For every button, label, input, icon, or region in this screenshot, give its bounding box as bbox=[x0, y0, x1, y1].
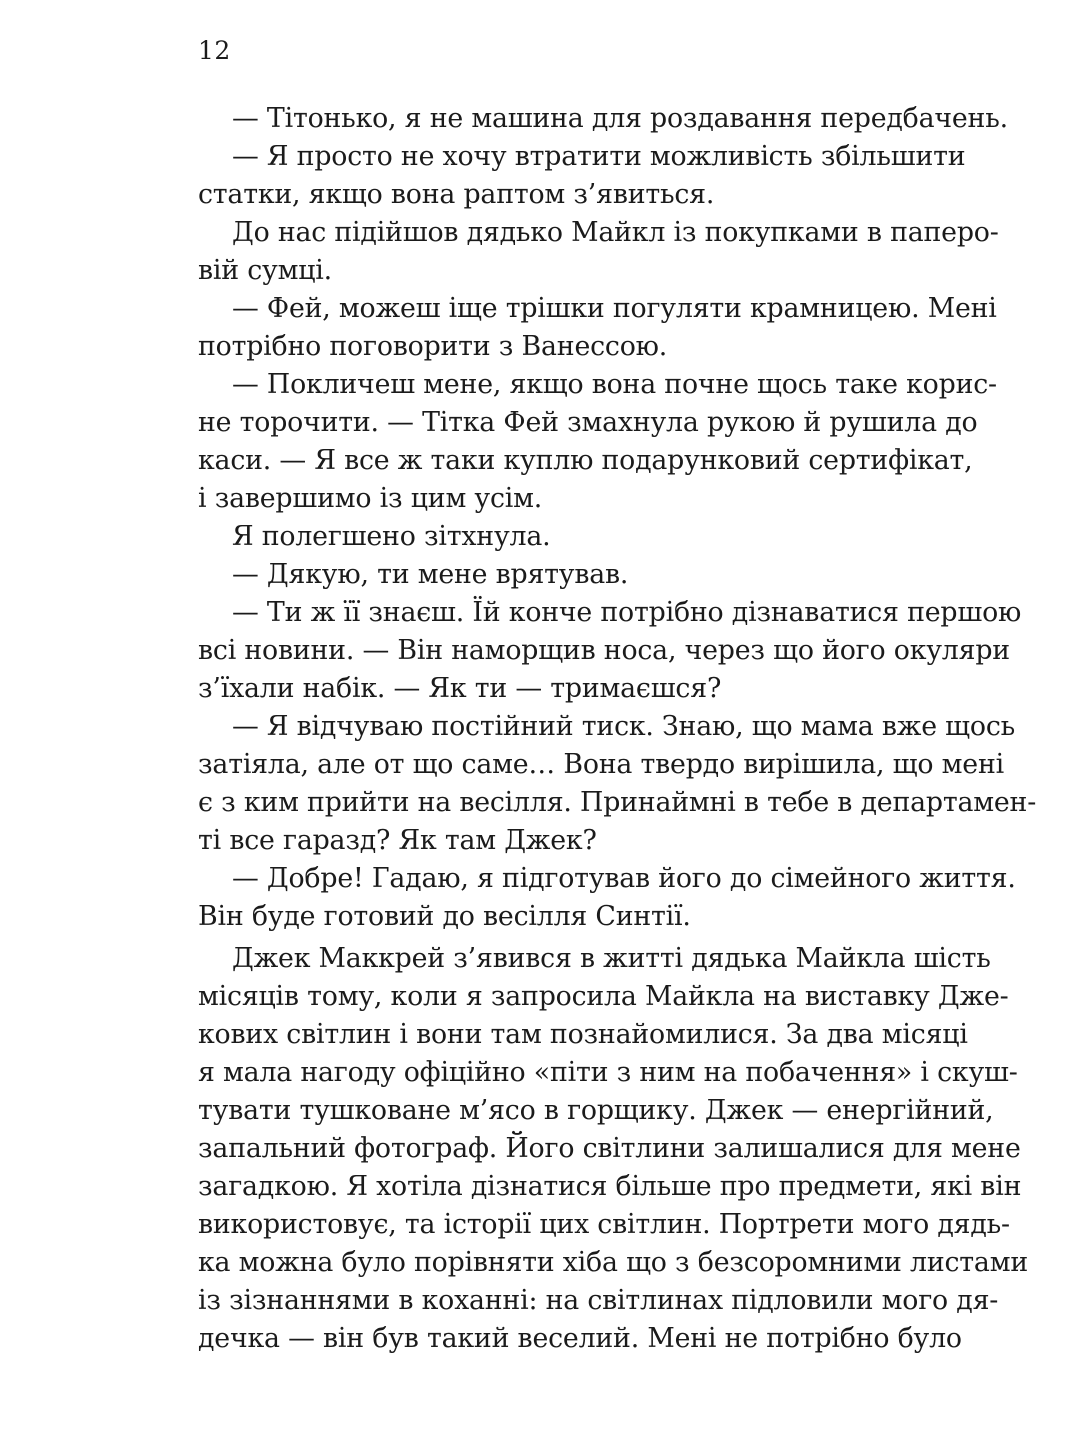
text-line: — Я відчуваю постійний тиск. Знаю, що мама вже щось bbox=[232, 711, 1016, 742]
text-line: є з ким прийти на весілля. Принаймні в тебе в департамен- bbox=[198, 787, 1037, 818]
text-line: і завершимо із цим усім. bbox=[198, 483, 543, 514]
text-line: Він буде готовий до весілля Синтії. bbox=[198, 901, 691, 932]
text-line: — Фей, можеш іще трішки погуляти крамницею. Мені bbox=[232, 293, 997, 324]
text-line: вій сумці. bbox=[198, 255, 332, 286]
text-line: Я полегшено зітхнула. bbox=[232, 521, 551, 552]
text-line: — Тітонько, я не машина для роздавання передбачень. bbox=[232, 103, 1008, 134]
text-line: загадкою. Я хотіла дізнатися більше про предмети, які він bbox=[198, 1171, 1022, 1202]
text-line: тувати тушковане м’ясо в горщику. Джек — енергійний, bbox=[198, 1095, 994, 1126]
text-line: використовує, та історії цих світлин. Портрети мого дядь- bbox=[198, 1209, 1010, 1240]
text-line: — Дякую, ти мене врятував. bbox=[232, 559, 629, 590]
text-line: не торочити. — Тітка Фей змахнула рукою й рушила до bbox=[198, 407, 978, 438]
text-line: дечка — він був такий веселий. Мені не потрібно було bbox=[198, 1323, 962, 1354]
text-line: я мала нагоду офіційно «піти з ним на побачення» і скуш- bbox=[198, 1057, 1018, 1088]
text-line: затіяла, але от що саме… Вона твердо вирішила, що мені bbox=[198, 749, 1004, 780]
page-number: 12 bbox=[198, 36, 231, 65]
text-line: кових світлин і вони там познайомилися. За два місяці bbox=[198, 1019, 968, 1050]
text-line: ті все гаразд? Як там Джек? bbox=[198, 825, 597, 856]
text-line: — Покличеш мене, якщо вона почне щось таке корис- bbox=[232, 369, 997, 400]
text-line: потрібно поговорити з Ванессою. bbox=[198, 331, 668, 362]
text-line: з’їхали набік. — Як ти — тримаєшся? bbox=[198, 673, 722, 704]
text-line: До нас підійшов дядько Майкл із покупками в паперо- bbox=[232, 217, 999, 248]
text-line: — Я просто не хочу втратити можливість збільшити bbox=[232, 141, 966, 172]
text-line: всі новини. — Він наморщив носа, через що його окуляри bbox=[198, 635, 1010, 666]
text-line: Джек Маккрей з’явився в житті дядька Майкла шість bbox=[232, 943, 991, 974]
text-line: запальний фотограф. Його світлини залишалися для мене bbox=[198, 1133, 1021, 1164]
text-line: із зізнаннями в коханні: на світлинах підловили мого дя- bbox=[198, 1285, 999, 1316]
text-line: каси. — Я все ж таки куплю подарунковий сертифікат, bbox=[198, 445, 973, 476]
text-line: ка можна було порівняти хіба що з безсоромними листами bbox=[198, 1247, 1028, 1278]
text-line: — Ти ж її знаєш. Їй конче потрібно дізнаватися першою bbox=[232, 597, 1022, 628]
text-line: — Добре! Гадаю, я підготував його до сімейного життя. bbox=[232, 863, 1016, 894]
text-line: місяців тому, коли я запросила Майкла на виставку Дже- bbox=[198, 981, 1009, 1012]
text-line: статки, якщо вона раптом з’явиться. bbox=[198, 179, 715, 210]
